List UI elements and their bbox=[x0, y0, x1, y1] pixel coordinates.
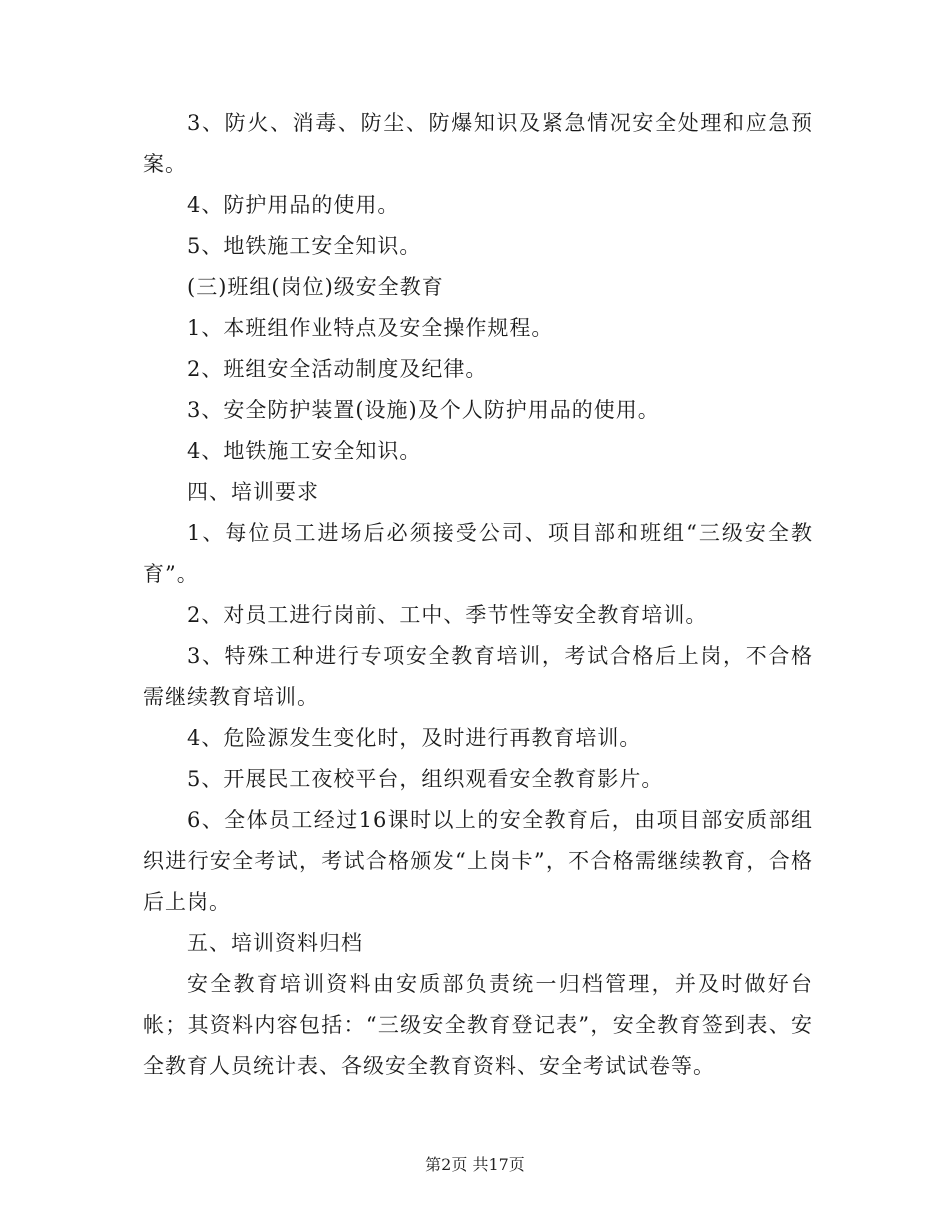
paragraph-requirement-6: 6、全体员工经过16课时以上的安全教育后，由项目部安质部组织进行安全考试，考试合格颁发“上岗卡”，不合格需继续教育，合格后上岗。 bbox=[143, 808, 813, 914]
paragraph-metro-safety-2: 4、地铁施工安全知识。 bbox=[187, 439, 422, 463]
paragraph-protective-gear: 4、防护用品的使用。 bbox=[187, 193, 400, 217]
paragraph-fire-safety: 3、防火、消毒、防尘、防爆知识及紧急情况安全处理和应急预案。 bbox=[143, 111, 813, 176]
paragraph-team-operations: 1、本班组作业特点及安全操作规程。 bbox=[187, 316, 554, 340]
section-heading-team-level: (三)班组(岗位)级安全教育 bbox=[187, 275, 444, 299]
paragraph-archiving: 安全教育培训资料由安质部负责统一归档管理，并及时做好台帐；其资料内容包括：“三级安全教育登记表”，安全教育签到表、安全教育人员统计表、各级安全教育资料、安全考试试卷等。 bbox=[143, 972, 813, 1078]
paragraph-requirement-1: 1、每位员工进场后必须接受公司、项目部和班组“三级安全教育”。 bbox=[143, 521, 813, 586]
page-number: 第2页 共17页 bbox=[425, 1155, 525, 1174]
paragraph-requirement-2: 2、对员工进行岗前、工中、季节性等安全教育培训。 bbox=[187, 603, 708, 627]
paragraph-requirement-3: 3、特殊工种进行专项安全教育培训，考试合格后上岗，不合格需继续教育培训。 bbox=[143, 644, 813, 709]
paragraph-team-discipline: 2、班组安全活动制度及纪律。 bbox=[187, 357, 488, 381]
section-heading-training-requirements: 四、培训要求 bbox=[187, 480, 319, 504]
document-body bbox=[143, 103, 813, 1087]
paragraph-requirement-4: 4、危险源发生变化时，及时进行再教育培训。 bbox=[187, 726, 642, 750]
paragraph-protective-devices: 3、安全防护装置(设施)及个人防护用品的使用。 bbox=[187, 398, 660, 422]
paragraph-metro-safety: 5、地铁施工安全知识。 bbox=[187, 234, 422, 258]
section-heading-archiving: 五、培训资料归档 bbox=[187, 931, 363, 955]
paragraph-requirement-5: 5、开展民工夜校平台，组织观看安全教育影片。 bbox=[187, 767, 664, 791]
